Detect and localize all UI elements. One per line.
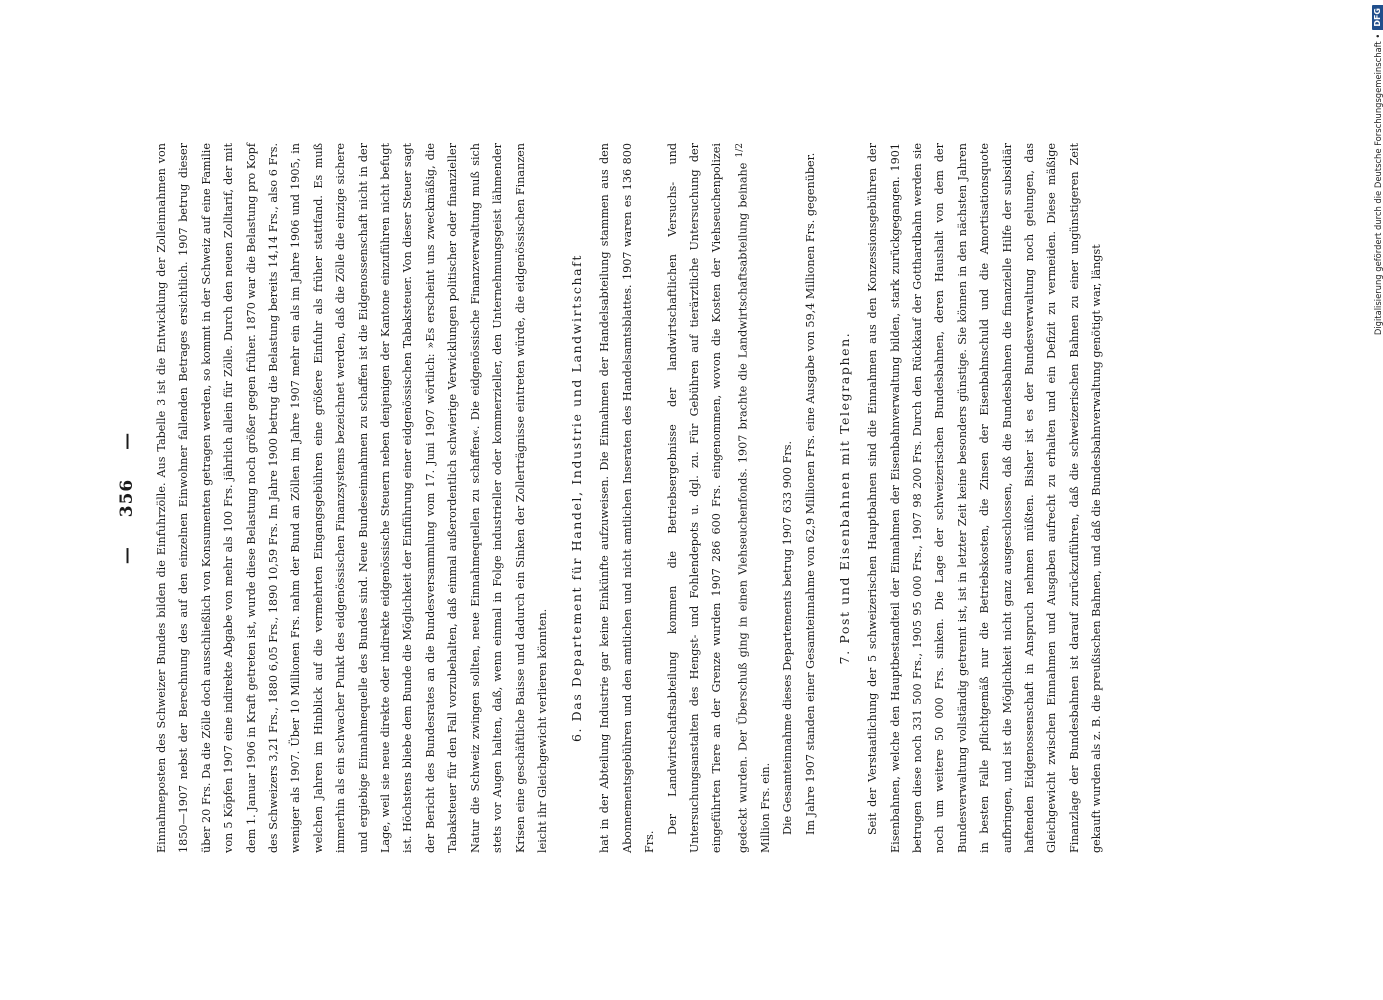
page-body — [151, 143, 1109, 853]
paragraph-railways: Seit der Verstaatlichung der 5 schweizerischen Hauptbahnen sind die Einnahmen aus den Konzessionsgebühren der Eisenbahnen, welche den Hauptbestandteil der Einnahmen der Eisenbahnverwaltung bilden, stark zurückgegangen. 1901 betrugen diese noch 331 500 Frs., 1905 95 000 Frs., 1907 98 200 Frs. Durch den Rückkauf der Gotthardbahn werden sie noch um weitere 50 000 Frs. sinken. Die Lage der schweizerischen Bundesbahnen, deren Haushalt von dem der Bundesverwaltung vollständig getrennt ist, ist in letzter Zeit keine besonders günstige. Sie können in den nächsten Jahren in besten Falle pflichtgemäß nur die Betriebskosten, die Zinsen der Eisenbahnschuld und die Amortisationsquote aufbringen, und ist die Möglichkeit nicht ganz ausgeschlossen, daß die Bundesbahnen die finanzielle Hilfe der subsidiär haftenden Eidgenossenschaft in Anspruch nehmen müßten. Bisher ist es der Bundesverwaltung noch gelungen, das Gleichgewicht zwischen Einnahmen und Ausgaben aufrecht zu erhalten und ein Defizit zu vermeiden. Diese mäßige Finanzlage der Bundesbahnen ist darauf zurückzuführen, daß die schweizerischen Bahnen zu einer ungünstigeren Zeit gekauft wurden als z. B. die preußischen Bahnen, und daß die Bundesbahnverwaltung genötigt war, längst — [866, 143, 1104, 853]
paragraph-customs: Einnahmeposten des Schweizer Bundes bilden die Einfuhrzölle. Aus Tabelle 3 ist die Entwicklung der Zolleinnahmen von 1850—1907 nebst der Berechnung des auf den einzelnen Einwohner fallenden Betrages ersichtlich. 1907 betrug dieser über 20 Frs. Da die Zölle doch ausschließlich von Konsumenten getragen werden, so kommt in der Schweiz auf eine Familie von 5 Köpfen 1907 eine indirekte Abgabe von mehr als 100 Frs. jährlich allein für Zölle. Durch den neuen Zolltarif, der mit dem 1. Januar 1906 in Kraft getreten ist, wurde diese Belastung noch größer gegen früher. 1870 war die Belastung pro Kopf des Schweizers 3,21 Frs., 1880 6,05 Frs., 1890 10,59 Frs. Im Jahre 1900 betrug die Belastung bereits 14,14 Frs., also 6 Frs. weniger als 1907. Über 10 Millionen Frs. nahm der Bund an Zöllen im Jahre 1907 mehr ein als im Jahre 1906 und 1905, in welchen Jahren im Hinblick auf die vermehrten Eingangsgebühren eine größere Einfuhr als früher stattfand. Es muß immerhin als ein schwacher Punkt des eidgenössischen Finanzsystems bezeichnet werden, daß die Zölle die einzige sichere und ergiebige Einnahmequelle des Bundes sind. Neue Bundeseinnahmen zu schaffen ist die Eidgenossenschaft nicht in der Lage, weil sie neue direkte oder indirekte eidgenössische Steuern neben denjenigen der Kantone einzuführen nicht befugt ist. Höchstens bliebe dem Bunde die Möglichkeit der Einführung einer eidgenössischen Tabaksteuer. Von dieser Steuer sagt der Bericht des Bundesrates an die Bundesversammlung vom 17. Juni 1907 wörtlich: »Es erscheint uns zweckmäßig, die Tabaksteuer für den Fall vorzubehalten, daß einmal außerordentlich schwierige Verwicklungen politischer oder finanzieller Natur die Schweiz zwingen sollten, neue Einnahmequellen zu schaffen«. Die eidgenössische Finanzverwaltung muß sich stets vor Augen halten, daß, wenn einmal in Folge industrieller oder kommerzieller, den Unternehmungsgeist lähmender Krisen eine geschäftliche Baisse und dadurch ein Sinken der Zollerträgnisse eintreten würde, die eidgenössischen Finanzen leicht ihr Gleichgewicht verlieren könnten. — [155, 143, 549, 853]
dfg-logo: DFG — [1372, 5, 1383, 30]
paragraph-agriculture — [662, 143, 778, 853]
section-heading-6: 6. Das Departement für Handel, Industrie und Landwirtschaft — [569, 253, 585, 743]
paragraph-department-total: Die Gesamteinnahme dieses Departements betrug 1907 633 900 Frs. — [781, 440, 795, 835]
page-header — [113, 143, 141, 853]
credit-text: Digitalisierung gefördert durch die Deutsche Forschungsgemeinschaft • — [1373, 33, 1383, 336]
section-heading-7: 7. Post und Eisenbahnen mit Telegraphen. — [837, 331, 853, 665]
paragraph-revenue-expenditure: Im Jahre 1907 standen einer Gesamteinnahme von 62,9 Millionen Frs. eine Ausgabe von 59,4 Millionen Frs. gegenüber. — [803, 152, 817, 835]
paragraph-agriculture-end: Million Frs. ein. — [758, 762, 772, 853]
rotated-page — [113, 143, 1263, 853]
fraction-half: 1/2 — [734, 143, 745, 158]
paragraph-agriculture-text: Der Landwirtschaftsabteilung kommen die Betriebsergebnisse der landwirtschaftlichen Versuchs- und Untersuchungsanstalten des Hengst- und Fohlendepots u. dgl. zu. Für Gebühren auf tierärztliche Untersuchung der eingeführten Tiere an der Grenze wurden 1907 286 600 Frs. eingenommen, wovon die Kosten der Viehseuchenpolizei gedeckt wurden. Der Überschuß ging in einen Viehseuchenfonds. 1907 brachte die Landwirtschaftsabteilung beinahe — [665, 143, 750, 853]
header-dash-right: — — [117, 431, 137, 450]
header-dash-left: — — [117, 546, 137, 565]
paragraph-trade-department: hat in der Abteilung Industrie gar keine Einkünfte aufzuweisen. Die Einnahmen der Handelsabteilung stammen aus den Abonnementsgebühren und den amtlichen und nicht amtlichen Inseraten des Handelsamtsblattes. 1907 waren es 136 800 Frs. — [598, 143, 657, 853]
digitization-credit — [1371, 5, 1383, 1000]
page-number: 356 — [117, 478, 137, 518]
